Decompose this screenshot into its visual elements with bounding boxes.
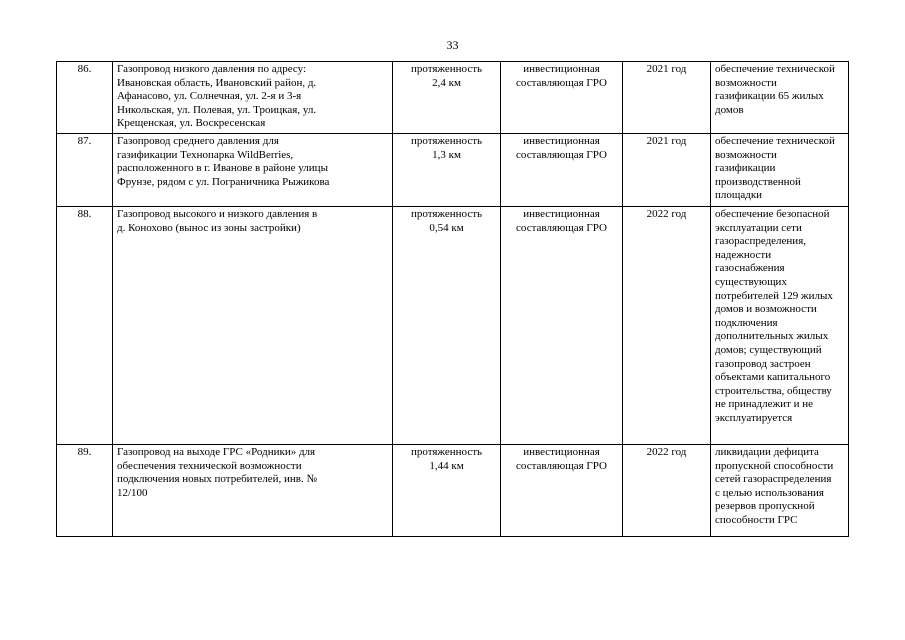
project-name: Газопровод низкого давления по адресу: Ивановская область, Ивановский район, д. Афанасово, ул. Солнечная, ул. 2-я и 3-я Никольская, ул. Полевая, ул. Троицкая, ул. Крещенская, ул. Воскресенская xyxy=(113,62,393,134)
project-goal: обеспечение технической возможности газификации 65 жилых домов xyxy=(711,62,849,134)
project-goal: ликвидации дефицита пропускной способности сетей газораспределения с целью использования резервов пропускной способности ГРС xyxy=(711,445,849,537)
project-name: Газопровод на выходе ГРС «Родники» для обеспечения технической возможности подключения новых потребителей, инв. № 12/100 xyxy=(113,445,393,537)
project-name: Газопровод среднего давления для газификации Технопарка WildBerries, расположенного в г. Иванове в районе улицы Фрунзе, рядом с ул. Пограничника Рыжикова xyxy=(113,134,393,207)
project-goal: обеспечение технической возможности газификации производственной площадки xyxy=(711,134,849,207)
page-number: 33 xyxy=(446,38,459,52)
project-goal: обеспечение безопасной эксплуатации сети газораспределения, надежности газоснабжения существующих потребителей 129 жилых домов и возможности подключения дополнительных жилых домов; существующий газопровод застроен объектами капитального строительства, обществу не принадлежит и не эксплуатируется xyxy=(711,207,849,445)
funding-source: инвестиционная составляющая ГРО xyxy=(501,445,623,537)
row-number: 86. xyxy=(57,62,113,134)
project-name: Газопровод высокого и низкого давления в д. Конохово (вынос из зоны застройки) xyxy=(113,207,393,445)
row-number: 89. xyxy=(57,445,113,537)
row-number: 87. xyxy=(57,134,113,207)
projects-table xyxy=(56,61,849,537)
funding-source: инвестиционная составляющая ГРО xyxy=(501,134,623,207)
row-number: 88. xyxy=(57,207,113,445)
table-row xyxy=(57,445,849,537)
project-extent: протяженность 2,4 км xyxy=(393,62,501,134)
table-row xyxy=(57,134,849,207)
project-extent: протяженность 1,44 км xyxy=(393,445,501,537)
table-row xyxy=(57,62,849,134)
project-extent: протяженность 0,54 км xyxy=(393,207,501,445)
project-year: 2021 год xyxy=(623,134,711,207)
table-row xyxy=(57,207,849,445)
project-year: 2022 год xyxy=(623,207,711,445)
project-year: 2021 год xyxy=(623,62,711,134)
project-extent: протяженность 1,3 км xyxy=(393,134,501,207)
funding-source: инвестиционная составляющая ГРО xyxy=(501,207,623,445)
funding-source: инвестиционная составляющая ГРО xyxy=(501,62,623,134)
project-year: 2022 год xyxy=(623,445,711,537)
